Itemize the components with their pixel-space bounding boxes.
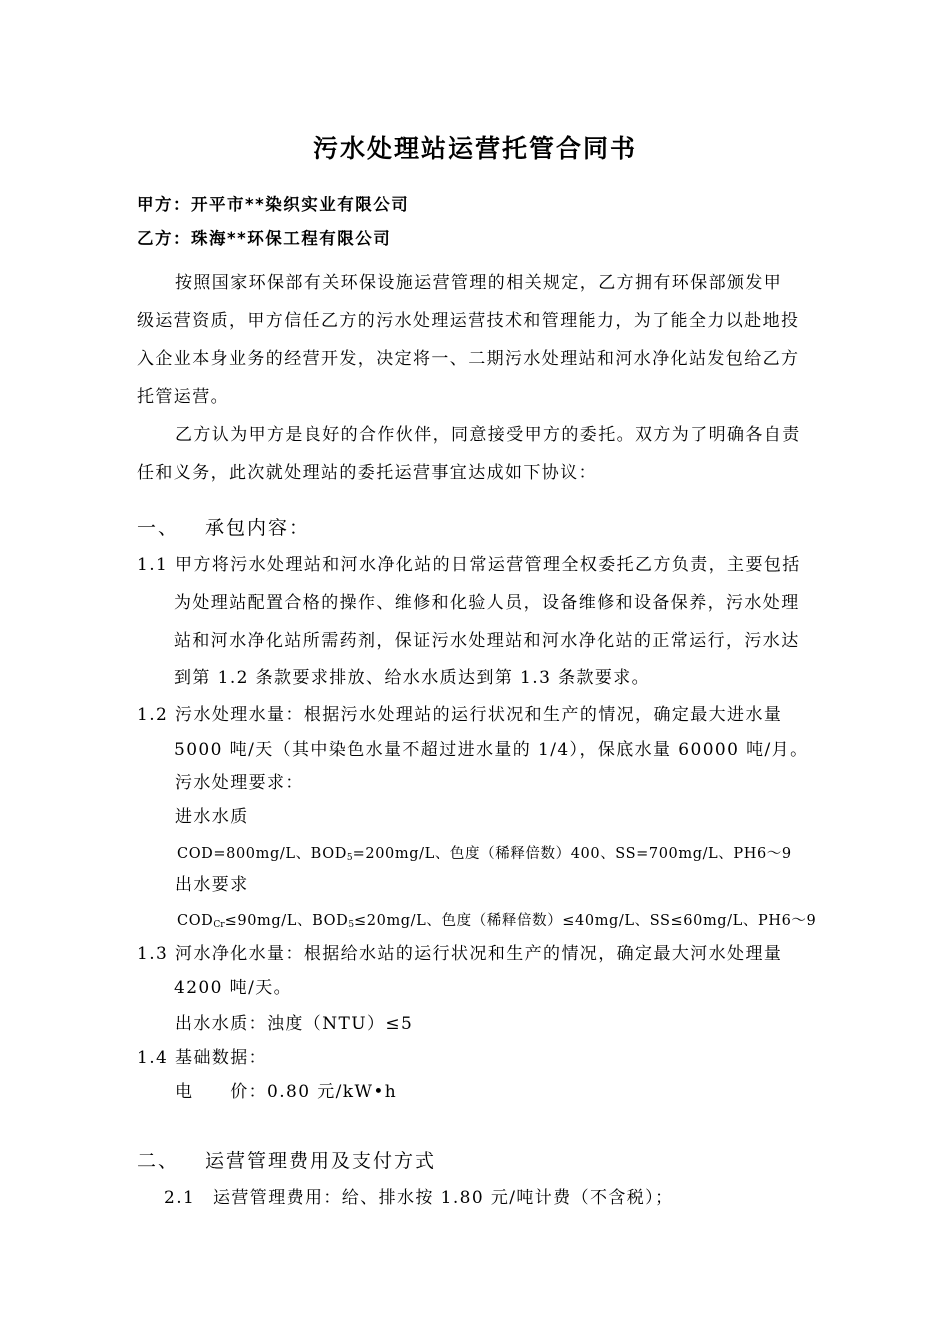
section1-heading: 承包内容： bbox=[205, 517, 311, 539]
clause-2-1-text: 运营管理费用：给、排水按 1.80 元/吨计费（不含税）； bbox=[213, 1188, 674, 1208]
intro-p2-line1: 乙方认为甲方是良好的合作伙伴，同意接受甲方的委托。双方为了明确各自责 bbox=[175, 425, 801, 445]
electricity-price-value: 0.80 元/kW•h bbox=[267, 1082, 398, 1102]
clause-1-1-line2: 为处理站配置合格的操作、维修和化验人员，设备维修和设备保养，污水处理 bbox=[174, 593, 800, 613]
clause-1-3-line1: 1.3 河水净化水量：根据给水站的运行状况和生产的情况，确定最大河水处理量 bbox=[137, 944, 783, 964]
outlet-water-quality: 出水水质：浊度（NTU）≤5 bbox=[175, 1014, 414, 1034]
effluent-cod-subscript: Cr bbox=[213, 920, 225, 930]
clause-1-3-line2: 4200 吨/天。 bbox=[174, 978, 292, 998]
effluent-bod-subscript: 5 bbox=[348, 920, 355, 930]
intro-p2-line2: 任和义务，此次就处理站的委托运营事宜达成如下协议： bbox=[137, 463, 597, 483]
influent-values-part2: =200mg/L、色度（稀释倍数）400、SS=700mg/L、PH6～9 bbox=[352, 846, 792, 862]
effluent-values-part2: ≤90mg/L、BOD bbox=[224, 913, 349, 929]
intro-p1-line1: 按照国家环保部有关环保设施运营管理的相关规定，乙方拥有环保部颁发甲 bbox=[175, 273, 783, 293]
section1-number: 一、 bbox=[137, 517, 180, 539]
electricity-price bbox=[175, 1080, 397, 1104]
influent-bod-subscript: 5 bbox=[346, 853, 353, 863]
party-b: 乙方：珠海**环保工程有限公司 bbox=[137, 229, 392, 248]
clause-1-1-line1: 1.1 甲方将污水处理站和河水净化站的日常运营管理全权委托乙方负责，主要包括 bbox=[137, 555, 801, 575]
section2-number: 二、 bbox=[137, 1150, 180, 1172]
clause-1-2-line2: 5000 吨/天（其中染色水量不超过进水量的 1/4），保底水量 60000 吨/月。 bbox=[174, 740, 809, 760]
clause-1-1-line4: 到第 1.2 条款要求排放、给水水质达到第 1.3 条款要求。 bbox=[174, 668, 651, 688]
effluent-requirement-values bbox=[177, 909, 816, 937]
effluent-values-part3: ≤20mg/L、色度（稀释倍数）≤40mg/L、SS≤60mg/L、PH6～9 bbox=[354, 913, 817, 929]
influent-values-part1: COD=800mg/L、BOD bbox=[177, 846, 347, 862]
clause-2-1-number: 2.1 bbox=[164, 1188, 196, 1208]
influent-quality-label: 进水水质 bbox=[175, 807, 249, 827]
clause-1-2-line1: 1.2 污水处理水量：根据污水处理站的运行状况和生产的情况，确定最大进水量 bbox=[137, 705, 783, 725]
clause-1-4: 1.4 基础数据： bbox=[137, 1048, 268, 1068]
intro-p1-line4: 托管运营。 bbox=[137, 387, 229, 407]
treatment-requirements-label: 污水处理要求： bbox=[175, 773, 304, 793]
effluent-requirements-label: 出水要求 bbox=[175, 875, 249, 895]
party-a: 甲方：开平市**染织实业有限公司 bbox=[137, 195, 410, 214]
section2-heading: 运营管理费用及支付方式 bbox=[205, 1150, 437, 1172]
intro-p1-line2: 级运营资质，甲方信任乙方的污水处理运营技术和管理能力，为了能全力以赴地投 bbox=[137, 311, 800, 331]
document-title: 污水处理站运营托管合同书 bbox=[312, 134, 637, 163]
influent-quality-values bbox=[177, 842, 792, 870]
electricity-price-label: 电 价： bbox=[175, 1082, 267, 1102]
clause-1-1-line3: 站和河水净化站所需药剂，保证污水处理站和河水净化站的正常运行，污水达 bbox=[174, 631, 800, 651]
intro-p1-line3: 入企业本身业务的经营开发，决定将一、二期污水处理站和河水净化站发包给乙方 bbox=[137, 349, 800, 369]
effluent-values-part1: COD bbox=[177, 913, 214, 929]
